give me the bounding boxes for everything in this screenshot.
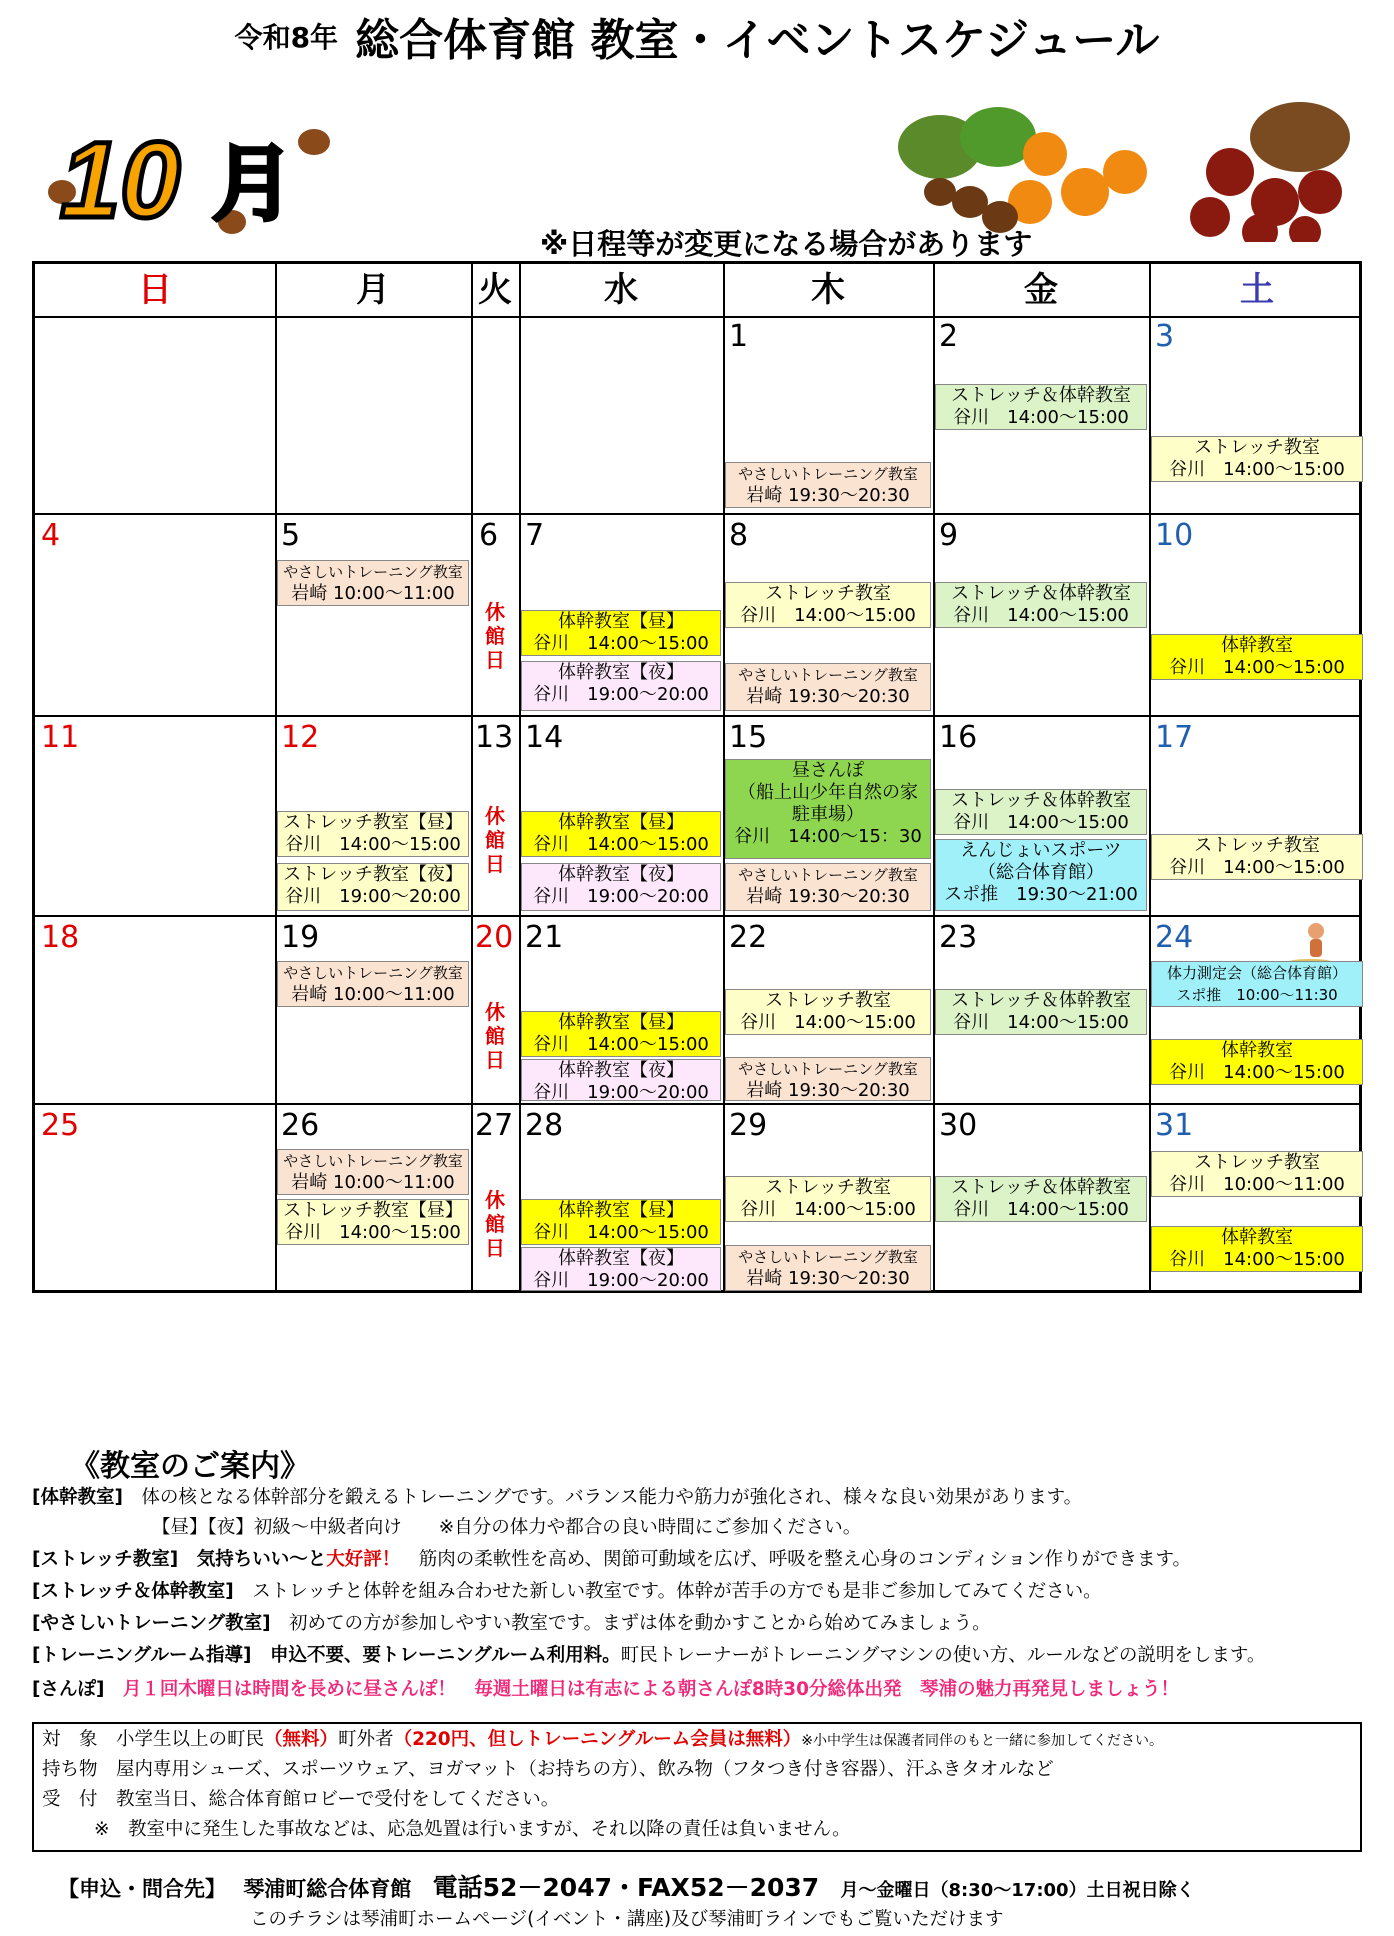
svg-text:10: 10 — [60, 119, 181, 240]
day-number: 15 — [729, 720, 768, 755]
event-core: 体幹教室 谷川 14:00～15:00 — [1151, 1226, 1363, 1272]
svg-text:月: 月 — [212, 137, 295, 232]
event-stretch-core: ストレッチ＆体幹教室 谷川 14:00～15:00 — [935, 384, 1147, 430]
day-number: 30 — [939, 1108, 978, 1143]
info-target: 対 象 小学生以上の町民（無料）町外者（220円、但しトレーニングルーム会員は無料）※小中学生は保護者同伴のもと一緒に参加してください。 — [42, 1729, 1163, 1750]
day-number: 5 — [281, 518, 301, 553]
closed-day-label: 休 館 日 — [485, 600, 505, 672]
event-core-night: 体幹教室【夜】 谷川 19:00～20:00 — [521, 1059, 721, 1101]
title-main: 総合体育館 教室・イベントスケジュール — [355, 15, 1160, 66]
day-number: 16 — [939, 720, 978, 755]
event-stretch-core: ストレッチ＆体幹教室 谷川 14:00～15:00 — [935, 989, 1147, 1035]
footnote: このチラシは琴浦町ホームページ(イベント・講座)及び琴浦町ラインでもご覧いただけます — [250, 1909, 1004, 1930]
contact-line: 【申込・問合先】 琴浦町総合体育館 電話52－2047・FAX52－2037 月～金曜日（8:30～17:00）土日祝日除く — [58, 1873, 1195, 1902]
chestnut-persimmon-illustration-icon — [880, 92, 1370, 242]
event-stretch-core: ストレッチ＆体幹教室 谷川 14:00～15:00 — [935, 1176, 1147, 1222]
event-core-day: 体幹教室【昼】 谷川 14:00～15:00 — [521, 1011, 721, 1057]
guide-core: [体幹教室] 体の核となる体幹部分を鍛えるトレーニングです。バランス能力や筋力が強化され、様々な良い効果があります。 — [32, 1487, 1083, 1508]
guide-heading: 《教室のご案内》 — [70, 1449, 310, 1484]
day-number: 22 — [729, 920, 768, 955]
day-number: 10 — [1155, 518, 1194, 553]
closed-day-label: 休 館 日 — [485, 804, 505, 876]
event-enjoy-sports: えんじょいスポーツ （総合体育館） スポ推 19:30～21:00 — [935, 839, 1147, 911]
day-number: 14 — [525, 720, 564, 755]
info-box — [32, 1722, 1362, 1852]
month-logo-icon — [42, 112, 342, 242]
event-stretch-morning: ストレッチ教室 谷川 10:00～11:00 — [1151, 1151, 1363, 1197]
event-stretch: ストレッチ教室 谷川 14:00～15:00 — [1151, 834, 1363, 880]
weekday-sat: 土 — [1240, 270, 1274, 310]
guide-stretch: [ストレッチ教室] 気持ちいい～と大好評！ 筋肉の柔軟性を高め、関節可動域を広げ、呼吸を整え心身のコンディション作りができます。 — [32, 1549, 1191, 1570]
guide-core-levels: 【昼】【夜】初級～中級者向け ※自分の体力や都合の良い時間にご参加ください。 — [152, 1517, 862, 1538]
day-number: 7 — [525, 518, 545, 553]
day-number: 28 — [525, 1108, 564, 1143]
event-stretch: ストレッチ教室 谷川 14:00～15:00 — [725, 1176, 931, 1222]
day-number: 2 — [939, 319, 959, 354]
weekday-sun: 日 — [138, 270, 172, 310]
guide-training-room: [トレーニングルーム指導] 申込不要、要トレーニングルーム利用料。町民トレーナーがトレーニングマシンの使い方、ルールなどの説明をします。 — [32, 1645, 1266, 1666]
day-number: 1 — [729, 319, 749, 354]
day-number: 11 — [41, 720, 80, 755]
event-stretch-core: ストレッチ＆体幹教室 谷川 14:00～15:00 — [935, 582, 1147, 628]
weekday-wed: 水 — [604, 270, 638, 310]
day-number: 27 — [475, 1108, 514, 1143]
day-number: 20 — [475, 920, 514, 955]
page-title — [0, 4, 1394, 68]
event-yasashii-training: やさしいトレーニング教室 岩崎 19:30～20:30 — [725, 863, 931, 911]
event-stretch: ストレッチ教室 谷川 14:00～15:00 — [725, 582, 931, 628]
event-stretch: ストレッチ教室 谷川 14:00～15:00 — [1151, 436, 1363, 482]
closed-day-label: 休 館 日 — [485, 1188, 505, 1260]
calendar-grid — [32, 261, 1362, 1293]
event-stretch: ストレッチ教室 谷川 14:00～15:00 — [725, 989, 931, 1035]
event-yasashii-training: やさしいトレーニング教室 岩崎 19:30～20:30 — [725, 1245, 931, 1291]
title-year: 令和8年 — [234, 21, 339, 54]
event-stretch-day: ストレッチ教室【昼】 谷川 14:00～15:00 — [277, 1199, 469, 1245]
weekday-tue: 火 — [478, 270, 512, 310]
event-yasashii-training: やさしいトレーニング教室 岩崎 10:00～11:00 — [277, 560, 469, 606]
day-number: 3 — [1155, 319, 1175, 354]
day-number: 18 — [41, 920, 80, 955]
event-core-night: 体幹教室【夜】 谷川 19:00～20:00 — [521, 1247, 721, 1291]
day-number: 4 — [41, 518, 61, 553]
event-yasashii-training: やさしいトレーニング教室 岩崎 19:30～20:30 — [725, 1057, 931, 1101]
day-number: 24 — [1155, 920, 1194, 955]
day-number: 29 — [729, 1108, 768, 1143]
event-core-day: 体幹教室【昼】 谷川 14:00～15:00 — [521, 811, 721, 857]
day-number: 19 — [281, 920, 320, 955]
day-number: 26 — [281, 1108, 320, 1143]
day-number: 17 — [1155, 720, 1194, 755]
event-stretch-day: ストレッチ教室【昼】 谷川 14:00～15:00 — [277, 811, 469, 857]
event-fitness-test: 体力測定会（総合体育館） スポ推 10:00～11:30 — [1151, 961, 1363, 1007]
event-yasashii-training: やさしいトレーニング教室 岩崎 19:30～20:30 — [725, 462, 931, 508]
guide-stretch-core: [ストレッチ＆体幹教室] ストレッチと体幹を組み合わせた新しい教室です。体幹が苦手の方でも是非ご参加してみてください。 — [32, 1581, 1102, 1602]
guide-walk: [さんぽ] 月１回木曜日は時間を長めに昼さんぽ！ 毎週土曜日は有志による朝さんぽ8時30分総体出発 琴浦の魅力再発見しましょう！ — [32, 1679, 1180, 1700]
day-number: 12 — [281, 720, 320, 755]
day-number: 21 — [525, 920, 564, 955]
day-number: 13 — [475, 720, 514, 755]
closed-day-label: 休 館 日 — [485, 1000, 505, 1072]
day-number: 23 — [939, 920, 978, 955]
event-core-day: 体幹教室【昼】 谷川 14:00～15:00 — [521, 1199, 721, 1245]
weekday-mon: 月 — [356, 270, 390, 310]
day-number: 9 — [939, 518, 959, 553]
event-core-day: 体幹教室【昼】 谷川 14:00～15:00 — [521, 610, 721, 656]
day-number: 25 — [41, 1108, 80, 1143]
day-number: 31 — [1155, 1108, 1194, 1143]
weekday-thu: 木 — [811, 270, 845, 310]
event-stretch-core: ストレッチ＆体幹教室 谷川 14:00～15:00 — [935, 789, 1147, 835]
event-yasashii-training: やさしいトレーニング教室 岩崎 10:00～11:00 — [277, 1149, 469, 1195]
info-items: 持ち物 屋内専用シューズ、スポーツウェア、ヨガマット（お持ちの方）、飲み物（フタつき付き容器）、汗ふきタオルなど — [42, 1759, 1054, 1780]
day-number: 6 — [479, 518, 499, 553]
event-yasashii-training: やさしいトレーニング教室 岩崎 19:30～20:30 — [725, 663, 931, 711]
info-disclaimer: ※ 教室中に発生した事故などは、応急処置は行いますが、それ以降の責任は負いません。 — [94, 1819, 851, 1840]
schedule-change-notice: ※日程等が変更になる場合があります — [540, 227, 1033, 261]
guide-yasashii: [やさしいトレーニング教室] 初めての方が参加しやすい教室です。まずは体を動かすことから始めてみましょう。 — [32, 1613, 991, 1634]
event-walk: 昼さんぽ （船上山少年自然の家 駐車場） 谷川 14:00～15：30 — [725, 759, 931, 859]
event-stretch-night: ストレッチ教室【夜】 谷川 19:00～20:00 — [277, 863, 469, 911]
weekday-fri: 金 — [1024, 270, 1058, 310]
info-reception: 受 付 教室当日、総合体育館ロビーで受付をしてください。 — [42, 1789, 560, 1810]
event-yasashii-training: やさしいトレーニング教室 岩崎 10:00～11:00 — [277, 961, 469, 1007]
event-core: 体幹教室 谷川 14:00～15:00 — [1151, 1039, 1363, 1085]
event-core-night: 体幹教室【夜】 谷川 19:00～20:00 — [521, 863, 721, 911]
event-core: 体幹教室 谷川 14:00～15:00 — [1151, 634, 1363, 680]
day-number: 8 — [729, 518, 749, 553]
event-core-night: 体幹教室【夜】 谷川 19:00～20:00 — [521, 661, 721, 711]
